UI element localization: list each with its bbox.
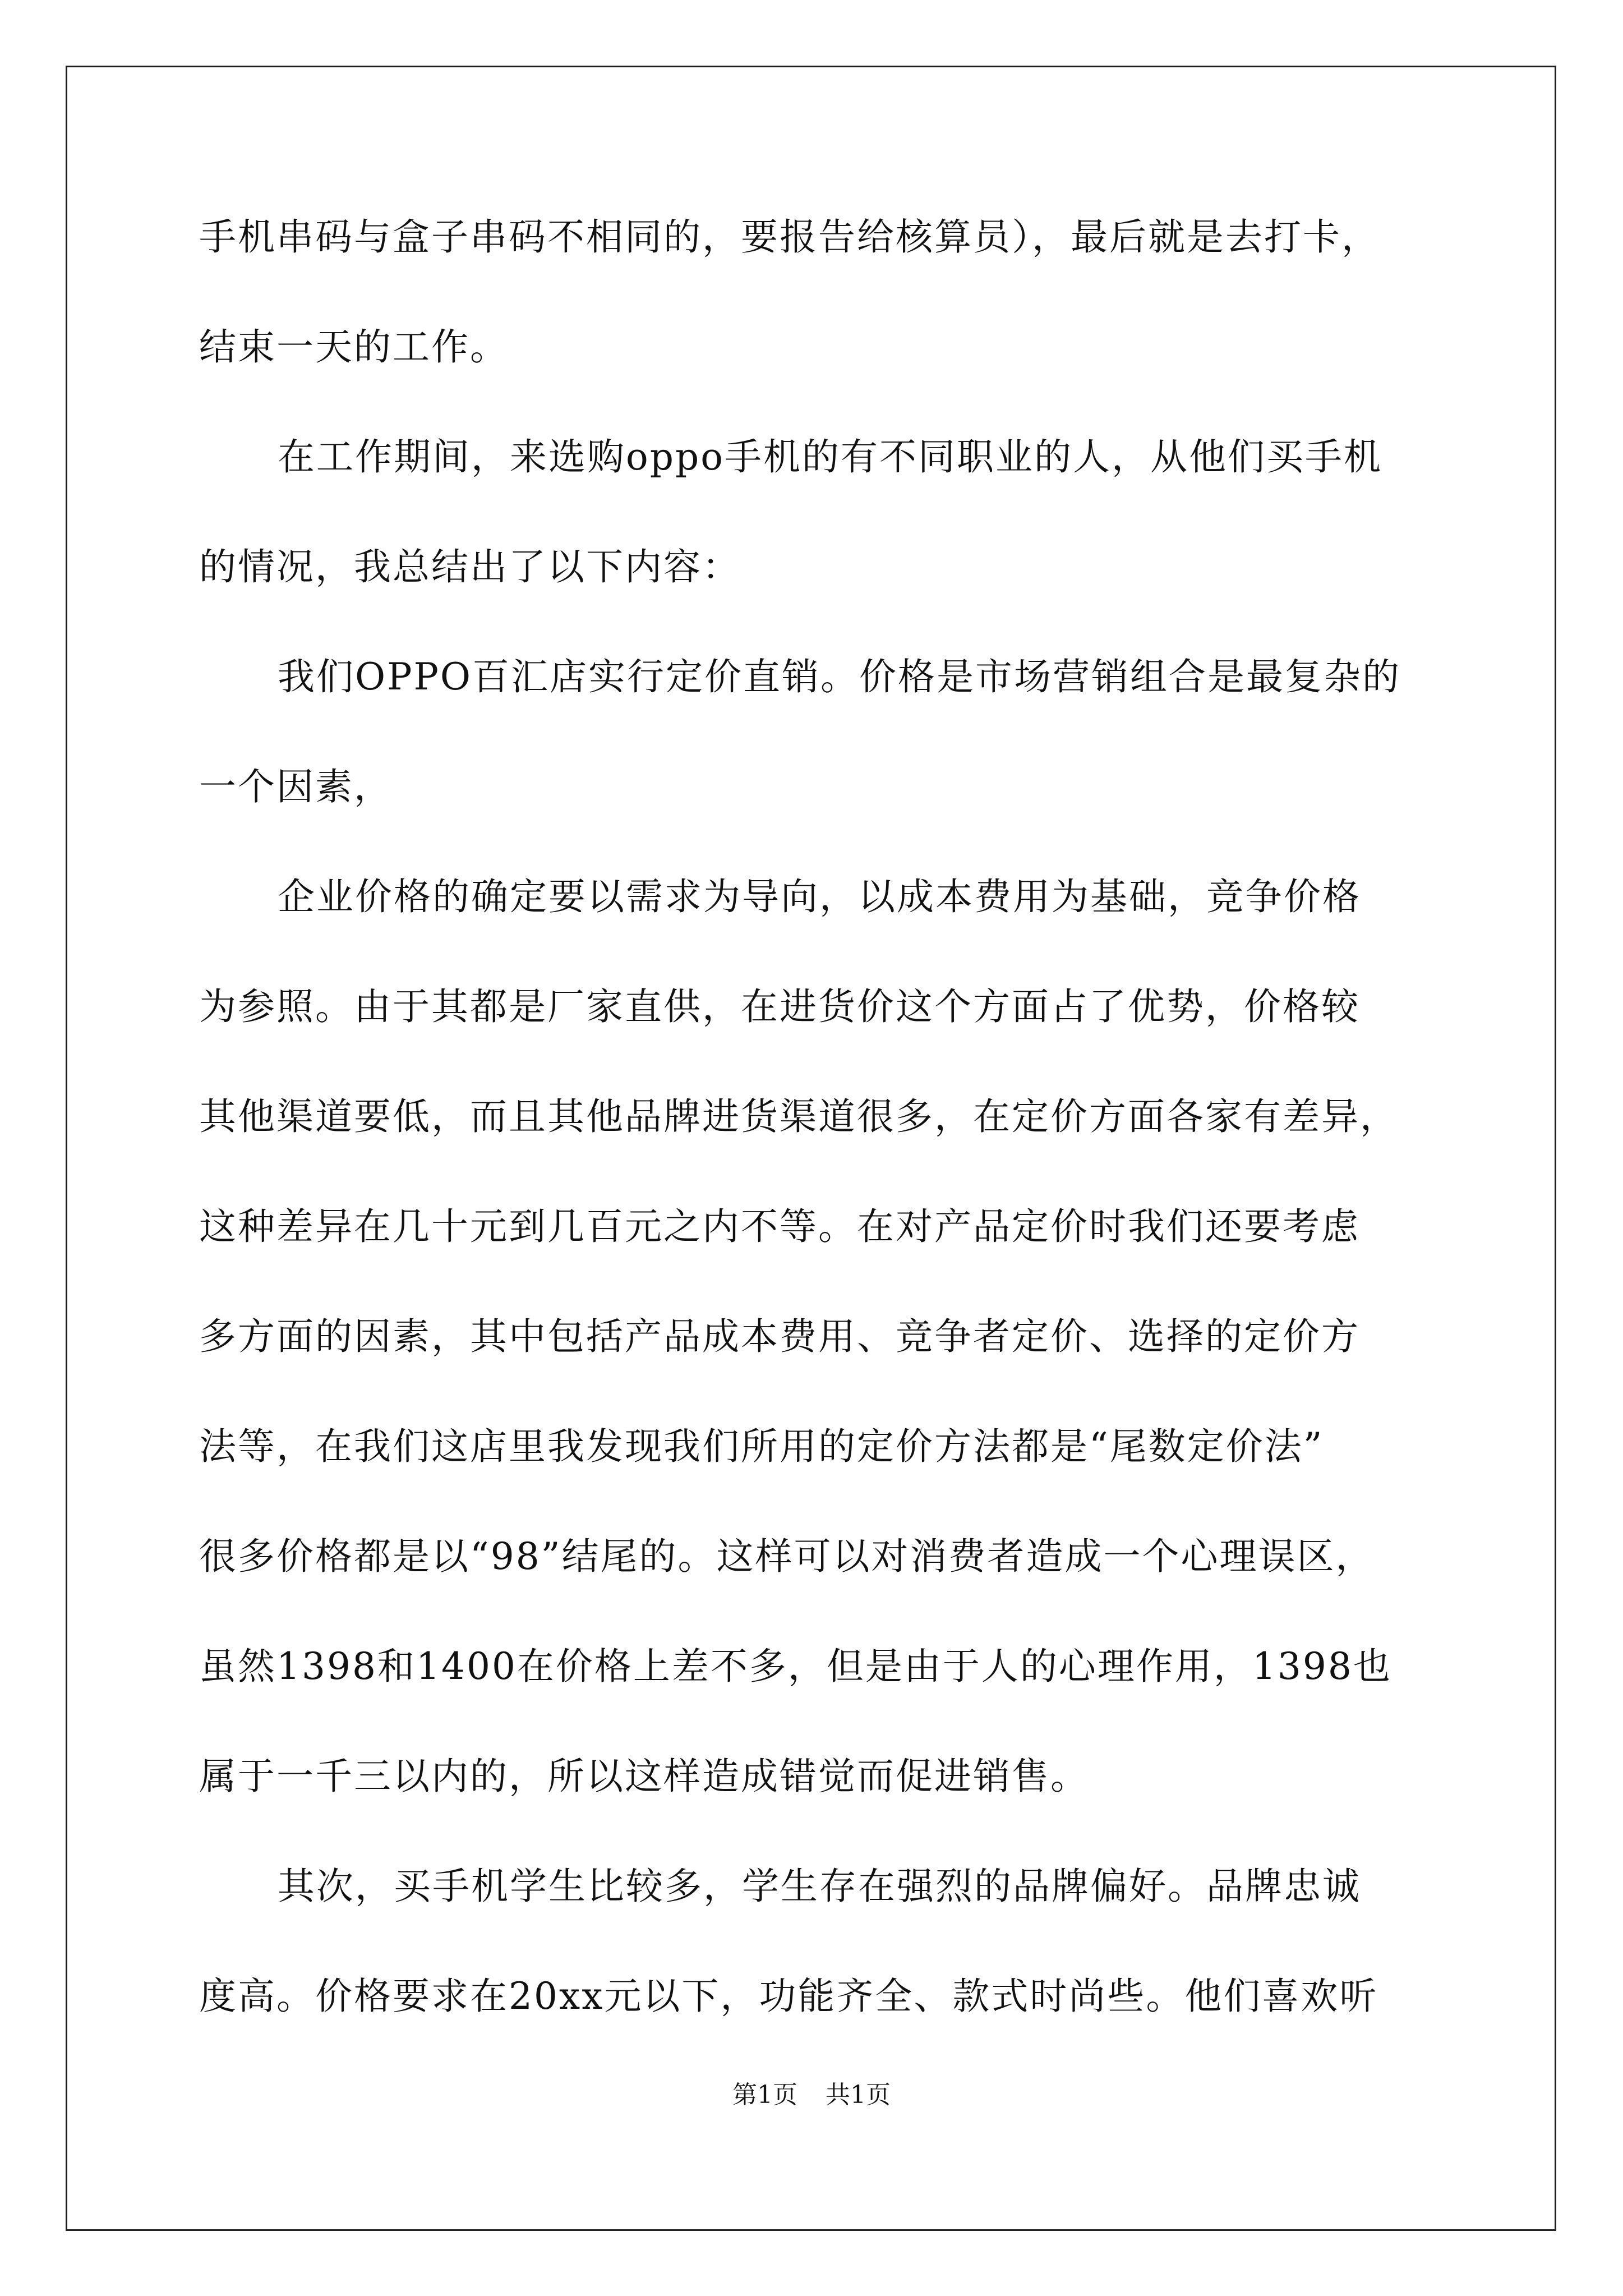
text-line: 手机串码与盒子串码不相同的，要报告给核算员），最后就是去打卡， bbox=[199, 215, 1380, 259]
text-line: 这种差异在几十元到几百元之内不等。在对产品定价时我们还要考虑 bbox=[199, 1205, 1360, 1248]
page-total: 共1页 bbox=[826, 2081, 891, 2109]
paragraph-start-line: 在工作期间，来选购oppo手机的有不同职业的人，从他们买手机 bbox=[278, 435, 1382, 478]
text-line: 其他渠道要低，而且其他品牌进货渠道很多，在定价方面各家有差异， bbox=[199, 1095, 1399, 1138]
paragraph-start-line: 企业价格的确定要以需求为导向，以成本费用为基础，竞争价格 bbox=[278, 875, 1361, 918]
page-footer bbox=[0, 2078, 1623, 2112]
text-line: 多方面的因素，其中包括产品成本费用、竞争者定价、选择的定价方 bbox=[199, 1315, 1360, 1358]
text-line: 结束一天的工作。 bbox=[199, 325, 509, 369]
text-line: 为参照。由于其都是厂家直供，在进货价这个方面占了优势，价格较 bbox=[199, 985, 1360, 1028]
text-line: 虽然1398和1400在价格上差不多，但是由于人的心理作用，1398也 bbox=[199, 1645, 1392, 1688]
text-line: 法等，在我们这店里我发现我们所用的定价方法都是“尾数定价法” bbox=[199, 1425, 1324, 1468]
text-line: 的情况，我总结出了以下内容： bbox=[199, 545, 741, 588]
text-line: 一个因素， bbox=[199, 765, 393, 808]
text-line: 很多价格都是以“98”结尾的。这样可以对消费者造成一个心理误区， bbox=[199, 1535, 1375, 1578]
paragraph-start-line: 其次，买手机学生比较多，学生存在强烈的品牌偏好。品牌忠诚 bbox=[278, 1865, 1361, 1908]
page-number: 第1页 bbox=[732, 2081, 797, 2109]
text-line: 属于一千三以内的，所以这样造成错觉而促进销售。 bbox=[199, 1755, 1089, 1798]
document-body bbox=[199, 182, 1433, 2051]
text-line: 度高。价格要求在20xx元以下，功能齐全、款式时尚些。他们喜欢听 bbox=[199, 1975, 1378, 2018]
paragraph-start-line: 我们OPPO百汇店实行定价直销。价格是市场营销组合是最复杂的 bbox=[278, 655, 1401, 698]
